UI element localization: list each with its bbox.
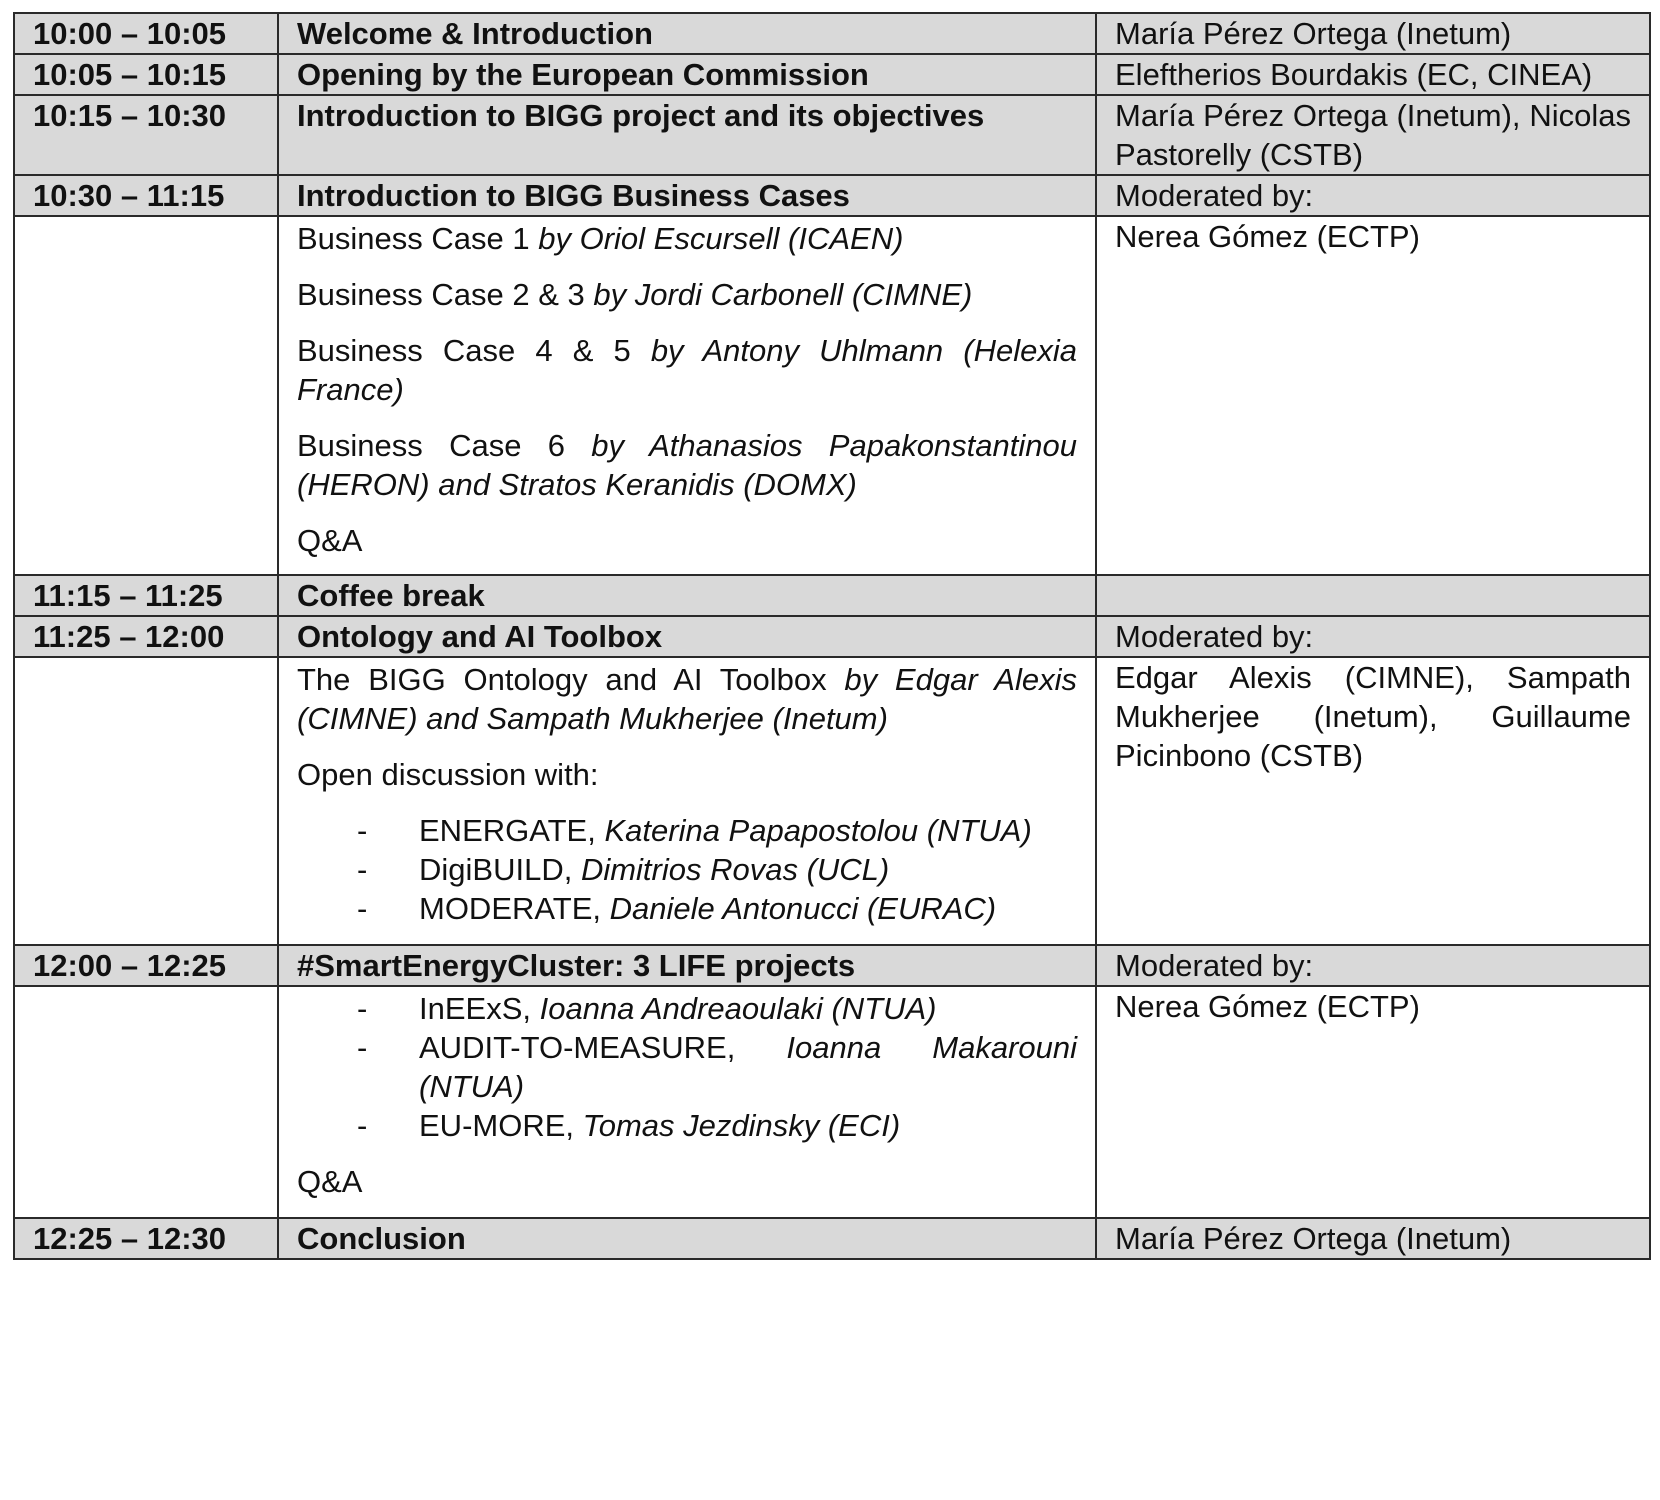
moderator-names: Edgar Alexis (CIMNE), Sampath Mukherjee (Inetum), Guillaume Picinbono (CSTB) <box>1096 657 1650 945</box>
life-project-list <box>297 989 1077 1145</box>
business-cases-details <box>14 216 1650 575</box>
session-time: 10:05 – 10:15 <box>14 54 278 95</box>
session-title: #SmartEnergyCluster: 3 LIFE projects <box>278 945 1096 986</box>
business-case-item: Business Case 1 by Oriol Escursell (ICAEN) <box>297 221 904 256</box>
project-item: - AUDIT-TO-MEASURE, Ioanna Makarouni (NTUA) <box>297 1028 1077 1106</box>
moderated-by-label: Moderated by: <box>1096 616 1650 657</box>
session-speaker <box>1096 575 1650 616</box>
business-cases-list <box>278 216 1096 575</box>
ontology-intro: The BIGG Ontology and AI Toolbox by Edgar Alexis (CIMNE) and Sampath Mukherjee (Inetum) <box>297 662 1077 736</box>
session-time: 11:25 – 12:00 <box>14 616 278 657</box>
project-item: - ENERGATE, Katerina Papapostolou (NTUA) <box>297 811 1077 850</box>
session-row-welcome <box>14 13 1650 54</box>
ontology-content <box>278 657 1096 945</box>
session-speaker: María Pérez Ortega (Inetum) <box>1096 13 1650 54</box>
session-row-coffee-break <box>14 575 1650 616</box>
session-row-bigg-intro <box>14 95 1650 175</box>
session-speaker: Eleftherios Bourdakis (EC, CINEA) <box>1096 54 1650 95</box>
moderator-name: Nerea Gómez (ECTP) <box>1096 216 1650 575</box>
moderated-by-label: Moderated by: <box>1096 175 1650 216</box>
qa-label: Q&A <box>297 1164 363 1199</box>
session-title: Conclusion <box>278 1218 1096 1259</box>
business-case-item: Business Case 4 & 5 by Antony Uhlmann (Helexia France) <box>297 333 1077 407</box>
discussion-project-list <box>297 811 1077 928</box>
empty-time-cell <box>14 216 278 575</box>
session-title: Introduction to BIGG Business Cases <box>278 175 1096 216</box>
session-title: Coffee break <box>278 575 1096 616</box>
session-time: 10:30 – 11:15 <box>14 175 278 216</box>
session-time: 12:25 – 12:30 <box>14 1218 278 1259</box>
session-row-smart-energy-cluster <box>14 945 1650 986</box>
session-time: 11:15 – 11:25 <box>14 575 278 616</box>
session-time: 12:00 – 12:25 <box>14 945 278 986</box>
qa-label: Q&A <box>297 523 363 558</box>
project-item: - DigiBUILD, Dimitrios Rovas (UCL) <box>297 850 1077 889</box>
empty-time-cell <box>14 986 278 1218</box>
session-row-conclusion <box>14 1218 1650 1259</box>
session-time: 10:15 – 10:30 <box>14 95 278 175</box>
session-title: Introduction to BIGG project and its objectives <box>278 95 1096 175</box>
business-case-item: Business Case 2 & 3 by Jordi Carbonell (CIMNE) <box>297 277 973 312</box>
business-case-item: Business Case 6 by Athanasios Papakonstantinou (HERON) and Stratos Keranidis (DOMX) <box>297 428 1077 502</box>
project-item: - EU-MORE, Tomas Jezdinsky (ECI) <box>297 1106 1077 1145</box>
empty-time-cell <box>14 657 278 945</box>
ontology-details <box>14 657 1650 945</box>
project-item: - InEExS, Ioanna Andreaoulaki (NTUA) <box>297 989 1077 1028</box>
session-title: Welcome & Introduction <box>278 13 1096 54</box>
session-time: 10:00 – 10:05 <box>14 13 278 54</box>
session-title: Ontology and AI Toolbox <box>278 616 1096 657</box>
session-speaker: María Pérez Ortega (Inetum), Nicolas Pastorelly (CSTB) <box>1096 95 1650 175</box>
project-item: - MODERATE, Daniele Antonucci (EURAC) <box>297 889 1077 928</box>
moderated-by-label: Moderated by: <box>1096 945 1650 986</box>
agenda-table <box>13 12 1651 1260</box>
open-discussion-label: Open discussion with: <box>297 757 599 792</box>
session-row-business-cases <box>14 175 1650 216</box>
session-speaker: María Pérez Ortega (Inetum) <box>1096 1218 1650 1259</box>
smart-energy-details <box>14 986 1650 1218</box>
session-title: Opening by the European Commission <box>278 54 1096 95</box>
moderator-name: Nerea Gómez (ECTP) <box>1096 986 1650 1218</box>
session-row-ontology <box>14 616 1650 657</box>
session-row-opening <box>14 54 1650 95</box>
life-projects-content <box>278 986 1096 1218</box>
